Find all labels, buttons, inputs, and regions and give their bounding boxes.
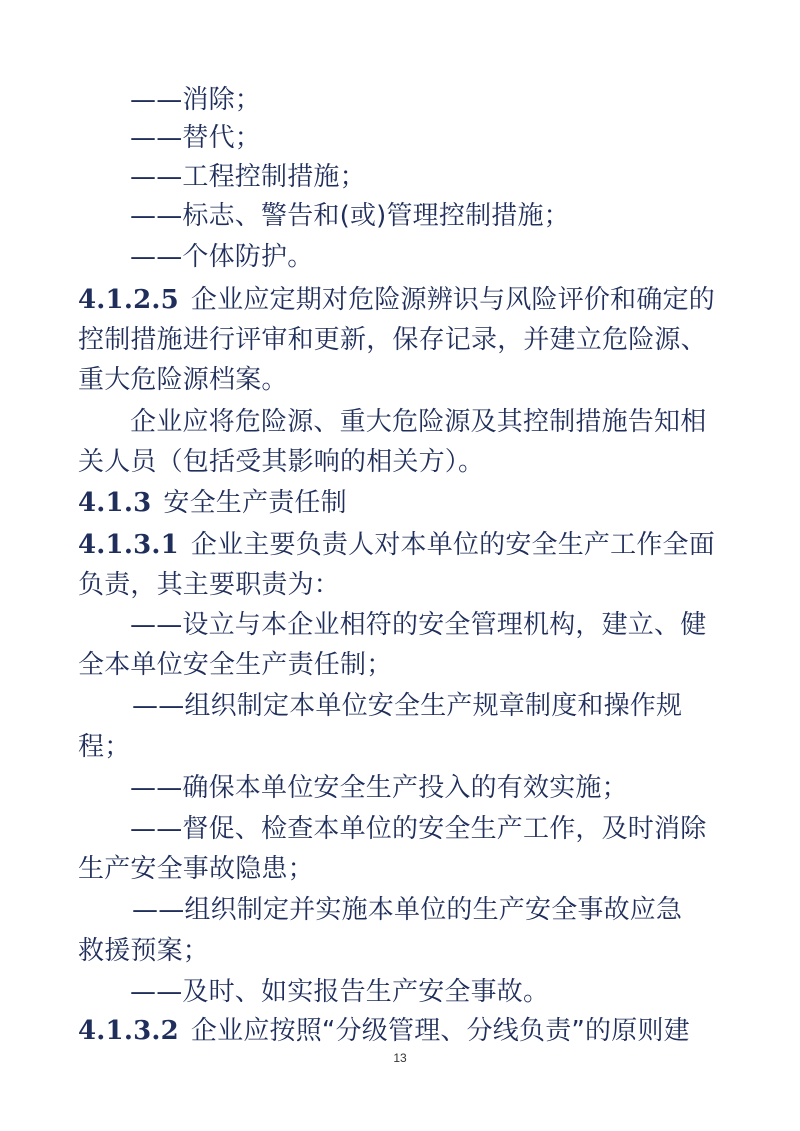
section-number: 4.1.3 bbox=[78, 488, 152, 518]
paragraph-line: 企业应将危险源、重大危险源及其控制措施告知相 bbox=[130, 407, 707, 437]
clause-text: 企业主要负责人对本单位的安全生产工作全面 bbox=[190, 530, 715, 560]
duty-item-cont: 程； bbox=[78, 732, 131, 762]
item-engineering-controls: ——工程控制措施； bbox=[130, 162, 366, 192]
paragraph-line: 控制措施进行评审和更新，保存记录，并建立危险源、 bbox=[78, 325, 707, 355]
item-eliminate: ——消除； bbox=[130, 85, 262, 115]
duty-item: ——组织制定本单位安全生产规章制度和操作规 bbox=[132, 691, 683, 721]
duty-item: ——督促、检查本单位的安全生产工作，及时消除 bbox=[130, 814, 707, 844]
duty-item: ——设立与本企业相符的安全管理机构，建立、健 bbox=[130, 610, 707, 640]
duty-item-cont: 生产安全事故隐患； bbox=[78, 854, 314, 884]
paragraph-line: 重大危险源档案。 bbox=[78, 365, 288, 395]
duty-item: ——确保本单位安全生产投入的有效实施； bbox=[130, 773, 628, 803]
clause-number: 4.1.3.1 bbox=[78, 530, 179, 560]
item-signs-warnings: ——标志、警告和(或)管理控制措施； bbox=[130, 201, 570, 231]
clause-number: 4.1.3.2 bbox=[78, 1016, 179, 1046]
page-number: 13 bbox=[393, 1051, 407, 1065]
paragraph-line: 关人员（包括受其影响的相关方）。 bbox=[78, 447, 485, 477]
paragraph-line: 负责，其主要职责为： bbox=[78, 570, 341, 600]
section-4-1-3-heading bbox=[78, 486, 347, 520]
clause-4-1-3-1 bbox=[78, 528, 715, 562]
clause-4-1-3-2 bbox=[78, 1014, 690, 1048]
clause-text: 企业应定期对危险源辨识与风险评价和确定的 bbox=[190, 285, 715, 315]
section-title: 安全生产责任制 bbox=[163, 488, 347, 518]
clause-text: 企业应按照“分级管理、分线负责”的原则建 bbox=[190, 1016, 690, 1046]
duty-item: ——及时、如实报告生产安全事故。 bbox=[130, 977, 550, 1007]
duty-item-cont: 全本单位安全生产责任制； bbox=[78, 650, 393, 680]
item-ppe: ——个体防护。 bbox=[130, 242, 314, 272]
item-substitute: ——替代； bbox=[130, 123, 262, 153]
duty-item: ——组织制定并实施本单位的生产安全事故应急 bbox=[132, 895, 683, 925]
clause-4-1-2-5 bbox=[78, 283, 715, 317]
clause-number: 4.1.2.5 bbox=[78, 285, 179, 315]
duty-item-cont: 救援预案； bbox=[78, 936, 210, 966]
